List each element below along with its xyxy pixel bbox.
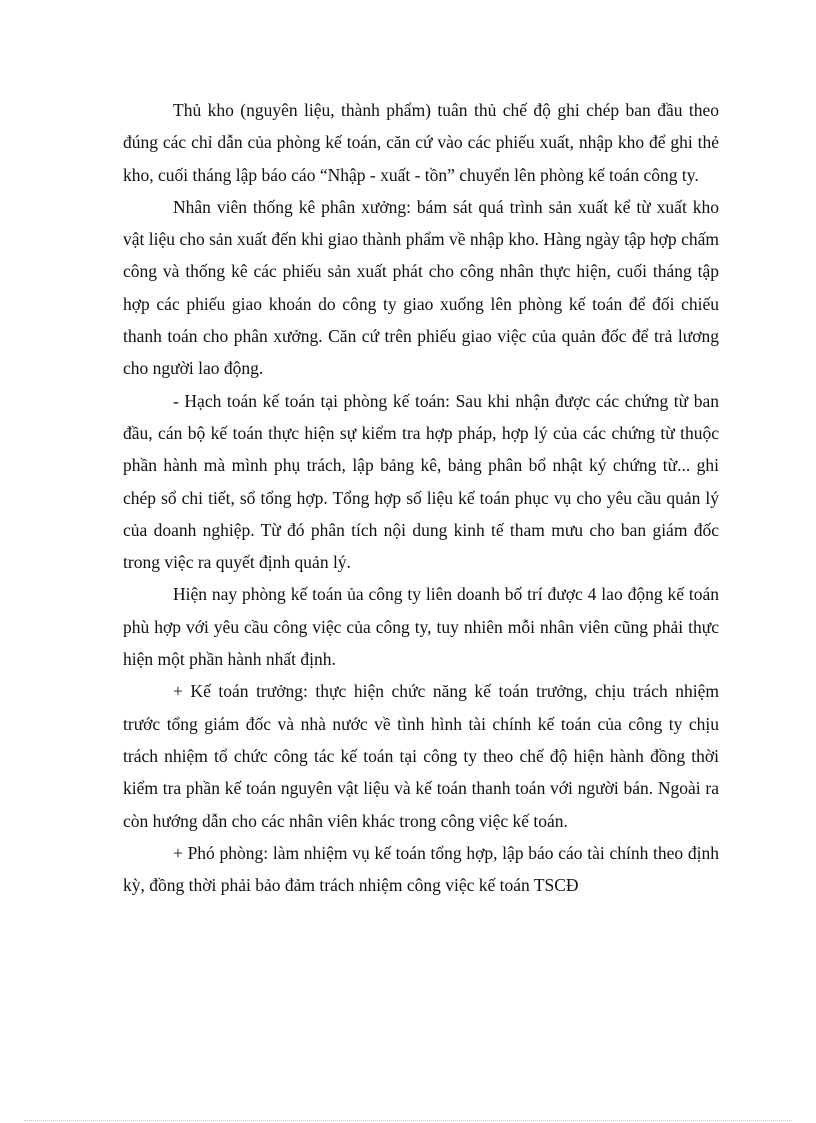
paragraph-warehouse-keeper: Thủ kho (nguyên liệu, thành phẩm) tuân thủ chế độ ghi chép ban đầu theo đúng các chỉ dẫn của phòng kế toán, căn cứ vào các phiếu xuất, nhập kho để ghi thẻ kho, cuối tháng lập báo cáo “Nhập - xuất - tồn” chuyển lên phòng kế toán công ty. [123,100,719,185]
page-bottom-divider [24,1120,792,1121]
paragraph-workshop-statistician: Nhân viên thống kê phân xưởng: bám sát quá trình sản xuất kể từ xuất kho vật liệu cho sản xuất đến khi giao thành phẩm về nhập kho. Hàng ngày tập hợp chấm công và thống kê các phiếu sản xuất phát cho công nhân thực hiện, cuối tháng tập hợp các phiếu giao khoán do công ty giao xuống lên phòng kế toán để đối chiếu thanh toán cho phân xưởng. Căn cứ trên phiếu giao việc của quản đốc để trả lương cho người lao động. [123,196,719,379]
document-body [123,94,719,901]
paragraph-chief-accountant: + Kế toán trưởng: thực hiện chức năng kế toán trưởng, chịu trách nhiệm trước tổng giám đốc và nhà nước về tình hình tài chính kế toán của công ty chịu trách nhiệm tổ chức công tác kế toán tại công ty theo chế độ hiện hành đồng thời kiểm tra phần kế toán nguyên vật liệu và kế toán thanh toán với người bán. Ngoài ra còn hướng dẫn cho các nhân viên khác trong công việc kế toán. [123,681,719,831]
paragraph-deputy-head: + Phó phòng: làm nhiệm vụ kế toán tổng hợp, lập báo cáo tài chính theo định kỳ, đồng thời phải bảo đảm trách nhiệm công việc kế toán TSCĐ [123,842,719,896]
paragraph-accounting-department: - Hạch toán kế toán tại phòng kế toán: Sau khi nhận được các chứng từ ban đầu, cán bộ kế toán thực hiện sự kiểm tra hợp pháp, hợp lý của các chứng từ thuộc phần hành mà mình phụ trách, lập bảng kê, bảng phân bổ nhật ký chứng từ... ghi chép sổ chi tiết, sổ tổng hợp. Tổng hợp số liệu kế toán phục vụ cho yêu cầu quản lý của doanh nghiệp. Từ đó phân tích nội dung kinh tế tham mưu cho ban giám đốc trong việc ra quyết định quản lý. [123,390,719,573]
paragraph-accounting-staffing: Hiện nay phòng kế toán ủa công ty liên doanh bố trí được 4 lao động kế toán phù hợp với yêu cầu công việc của công ty, tuy nhiên mỗi nhân viên cũng phải thực hiện một phần hành nhất định. [123,584,719,670]
